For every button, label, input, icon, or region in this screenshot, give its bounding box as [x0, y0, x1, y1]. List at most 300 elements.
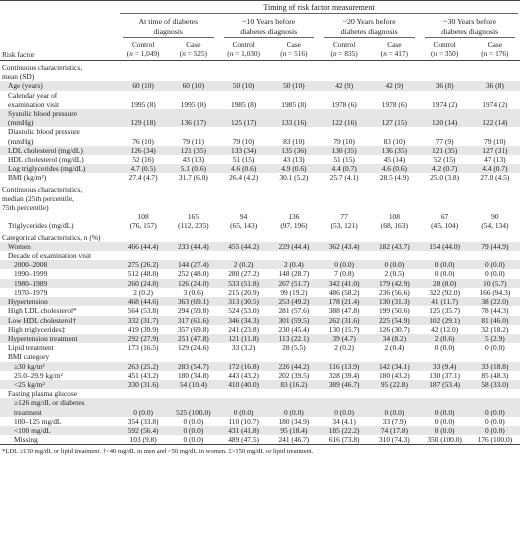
table-row [0, 242, 520, 251]
row-label-line: Missing [14, 435, 38, 445]
value-cell [168, 231, 218, 242]
group-header [123, 17, 214, 38]
value-text: 524 (53.0) [228, 306, 260, 316]
value-text: 27.0 (4.5) [480, 173, 510, 183]
value-text: 2 (0.5) [384, 269, 405, 279]
subcol-header: Control [131, 40, 155, 50]
value-cell [118, 231, 168, 242]
value-text: 120 (14) [432, 118, 458, 128]
value-cell [269, 81, 319, 90]
value-cell [369, 81, 419, 90]
value-text: 90 [491, 212, 499, 222]
value-cell [319, 297, 369, 306]
table-row [0, 389, 520, 398]
row-label [0, 155, 118, 164]
value-text: 27.4 (4.7) [128, 173, 158, 183]
value-text: 25.0 (3.8) [430, 173, 460, 183]
value-cell [269, 109, 319, 127]
value-cell [269, 334, 319, 343]
value-text: 280 (27.2) [228, 269, 260, 279]
value-cell [470, 343, 520, 352]
value-text: 0 (0.0) [183, 425, 204, 435]
value-text: 36 (8) [435, 81, 454, 91]
row-label [0, 334, 118, 343]
value-text: 50 (10) [232, 81, 255, 91]
value-cell [369, 362, 419, 371]
value-cell [420, 352, 470, 361]
group-header-line: diabetes diagnosis [441, 26, 499, 36]
value-text: 28.5 (4.9) [379, 173, 409, 183]
value-text: 60 (10) [132, 81, 154, 91]
value-text: 25.7 (4.1) [329, 173, 359, 183]
value-cell [319, 155, 369, 164]
table-row [0, 288, 520, 297]
value-cell [168, 212, 218, 230]
value-text: 225 (54.9) [378, 315, 410, 325]
value-text: 241 (23.8) [228, 324, 260, 334]
value-cell [369, 231, 419, 242]
value-text: 179 (42.9) [378, 278, 410, 288]
value-text: 357 (69.8) [177, 324, 209, 334]
value-cell [219, 279, 269, 288]
value-cell [420, 91, 470, 109]
value-cell [319, 146, 369, 155]
value-cell [269, 212, 319, 230]
value-text: 54 (10.4) [179, 379, 207, 389]
value-cell [219, 398, 269, 416]
value-text: 60 (10) [182, 81, 205, 91]
value-text: 301 (59.5) [278, 315, 310, 325]
value-text: 443 (43.2) [228, 370, 260, 380]
value-text: 486 (58.2) [328, 287, 360, 297]
value-cell [118, 325, 168, 334]
value-cell [168, 288, 218, 297]
value-text: 202 (39.5) [278, 370, 310, 380]
row-label [0, 81, 118, 90]
value-cell [269, 127, 319, 145]
value-cell [369, 260, 419, 269]
table-row [0, 109, 520, 127]
value-text: 47 (13) [484, 155, 506, 165]
value-text: 122 (16) [331, 118, 357, 128]
value-text: 76 (10) [132, 136, 154, 146]
value-text: 363 (69.1) [177, 297, 209, 307]
value-text: 42 (9) [335, 81, 354, 91]
value-cell [369, 389, 419, 398]
value-cell [420, 334, 470, 343]
value-cell [269, 343, 319, 352]
value-text: 229 (44.4) [278, 241, 310, 251]
value-cell [420, 242, 470, 251]
value-cell [420, 316, 470, 325]
value-text: 130 (31.3) [378, 297, 410, 307]
value-cell [168, 61, 218, 82]
value-cell [369, 352, 419, 361]
row-label [0, 279, 118, 288]
value-cell [118, 435, 168, 445]
value-cell [118, 334, 168, 343]
value-text: 33 (7.9) [382, 416, 407, 426]
value-cell [319, 212, 369, 230]
row-label-line: Log triglycerides (mg/dL) [8, 164, 86, 174]
value-text: 292 (27.9) [127, 333, 159, 343]
row-label [0, 109, 118, 127]
value-text: 125 (17) [231, 118, 257, 128]
value-cell [420, 251, 470, 260]
value-text: 0 (0.0) [183, 416, 204, 426]
value-cell [470, 251, 520, 260]
value-cell [319, 288, 369, 297]
value-cell [319, 334, 369, 343]
subcol-n: (n = 1,049) [118, 49, 168, 61]
value-text: 176 (100.0) [477, 435, 513, 445]
value-cell [118, 306, 168, 315]
value-cell [118, 297, 168, 306]
value-cell [319, 164, 369, 173]
value-text: 0 (0.0) [434, 425, 455, 435]
value-cell [269, 242, 319, 251]
value-text: 36 (8) [485, 81, 504, 91]
value-cell [369, 306, 419, 315]
value-cell [118, 362, 168, 371]
value-cell [168, 242, 218, 251]
timing-header: Timing of risk factor measurement [120, 3, 518, 14]
row-label [0, 371, 118, 380]
group-header [324, 17, 415, 38]
value-cell [319, 251, 369, 260]
value-text: 0 (0.0) [485, 343, 505, 353]
value-text: 77 (9) [435, 136, 454, 146]
value-cell [470, 173, 520, 182]
subcol-header: Control [332, 40, 356, 50]
value-cell [369, 155, 419, 164]
value-text: 126 (24.0) [177, 278, 209, 288]
table-row [0, 183, 520, 213]
value-cell [420, 183, 470, 213]
value-text: 564 (53.8) [127, 306, 159, 316]
group-header-line: diabetes diagnosis [240, 26, 298, 36]
value-cell [118, 380, 168, 389]
value-cell [420, 146, 470, 155]
subcol-header: Case [487, 40, 502, 50]
table-row [0, 155, 520, 164]
value-text: 79 (11) [182, 136, 205, 146]
value-cell [168, 260, 218, 269]
value-text: 77 [340, 212, 348, 222]
value-text: 4.6 (0.6) [231, 164, 257, 174]
value-cell [168, 269, 218, 278]
value-text: 129 (24.6) [177, 343, 209, 353]
value-cell [269, 435, 319, 445]
group-header-line: At time of diabetes [138, 17, 199, 27]
value-text: 332 (31.7) [127, 315, 159, 325]
table-row [0, 362, 520, 371]
value-text: 313 (30.5) [228, 297, 260, 307]
value-text: 67 [440, 212, 449, 222]
value-cell [420, 212, 470, 230]
value-cell [219, 343, 269, 352]
value-text: 178 (21.4) [328, 297, 360, 307]
value-cell [118, 343, 168, 352]
value-cell [470, 316, 520, 325]
value-text: 116 (13.9) [328, 361, 360, 371]
value-text: 94 [239, 212, 248, 222]
value-text: 0 (0.0) [485, 269, 505, 279]
row-label [0, 343, 118, 352]
value-cell [470, 334, 520, 343]
value-cell [420, 231, 470, 242]
value-text: 45 (14) [383, 155, 406, 165]
row-label-line: Continuous characteristics, [2, 184, 83, 194]
value-cell [420, 164, 470, 173]
value-text: 83 (10) [283, 136, 305, 146]
value-cell [269, 306, 319, 315]
value-text: 226 (44.2) [278, 361, 310, 371]
value-cell [319, 316, 369, 325]
value-cell [420, 288, 470, 297]
table-row [0, 417, 520, 426]
value-cell [118, 316, 168, 325]
value-text: 4.4 (0.7) [482, 164, 508, 174]
row-label [0, 212, 118, 230]
value-cell [269, 269, 319, 278]
value-cell [269, 288, 319, 297]
row-label-line: HDL cholesterol (mg/dL) [8, 155, 84, 165]
value-cell [269, 371, 319, 380]
row-label [0, 231, 118, 242]
value-text: 108 [388, 212, 400, 222]
value-text: 489 (47.5) [228, 435, 260, 445]
subcol-header: Case [286, 40, 301, 50]
value-cell [168, 334, 218, 343]
value-text: 136 (17) [180, 118, 206, 128]
value-text: 388 (47.8) [328, 306, 360, 316]
value-cell [319, 183, 369, 213]
table-row [0, 306, 520, 315]
value-text: 51 (15) [232, 155, 255, 165]
value-cell [168, 389, 218, 398]
value-cell [369, 417, 419, 426]
value-cell [420, 155, 470, 164]
value-text: 262 (31.6) [328, 315, 360, 325]
row-label-line: Triglycerides (mg/dL) [8, 221, 74, 231]
value-cell [168, 316, 218, 325]
value-cell [118, 212, 168, 230]
value-text: 50 (10) [283, 81, 305, 91]
row-label-line: 1980–1989 [14, 278, 48, 288]
value-cell [219, 334, 269, 343]
value-cell [118, 279, 168, 288]
subcol-n: (n = 350) [420, 49, 470, 61]
value-text: 263 (25.2) [127, 361, 159, 371]
value-text: 1978 (6) [381, 99, 407, 109]
table-row [0, 352, 520, 361]
value-text: 154 (44.0) [429, 241, 461, 251]
row-label [0, 61, 118, 82]
value-cell [168, 398, 218, 416]
row-label [0, 426, 118, 435]
value-cell [369, 127, 419, 145]
value-text: 4.9 (0.6) [281, 164, 307, 174]
value-cell [219, 435, 269, 445]
value-cell [168, 251, 218, 260]
value-cell [369, 343, 419, 352]
row-label-line: LDL cholesterol (mg/dL) [8, 145, 83, 155]
row-label-line: (mmHg) [8, 136, 34, 146]
value-cell [369, 109, 419, 127]
value-cell [168, 371, 218, 380]
value-cell [369, 212, 419, 230]
row-label-line: Lipid treatment [8, 343, 54, 353]
value-cell [269, 426, 319, 435]
value-range: (68, 163) [380, 221, 408, 231]
value-cell [219, 352, 269, 361]
row-label [0, 389, 118, 398]
value-cell [219, 417, 269, 426]
row-label-line: ≥126 mg/dL or diabetes [14, 398, 85, 408]
row-label [0, 251, 118, 260]
value-text: 95 (22.8) [380, 379, 408, 389]
table-row [0, 212, 520, 230]
value-text: 33 (18.8) [481, 361, 509, 371]
value-text: 43 (13) [182, 155, 205, 165]
row-label-line: treatment [14, 407, 42, 417]
value-cell [470, 109, 520, 127]
value-text: 74 (17.8) [380, 425, 408, 435]
value-text: 0 (0.0) [485, 407, 505, 417]
value-text: 129 (18) [130, 118, 156, 128]
value-cell [470, 183, 520, 213]
value-cell [369, 435, 419, 445]
value-text: 4.6 (0.6) [381, 164, 407, 174]
row-label-line: 1970–1979 [14, 287, 48, 297]
value-text: 5 (2.9) [485, 333, 505, 343]
row-label-line: Calendar year of [8, 90, 58, 100]
value-cell [219, 389, 269, 398]
value-cell [219, 426, 269, 435]
row-label-line: median (25th percentile, [2, 193, 75, 203]
table-row [0, 325, 520, 334]
value-cell [470, 164, 520, 173]
value-text: 133 (34) [231, 145, 257, 155]
value-text: 121 (35) [180, 145, 206, 155]
value-cell [470, 435, 520, 445]
value-text: 0 (0.0) [434, 260, 455, 270]
footnote: *LDL ≥130 mg/dL or lipid treatment. †<40 mg/dL in men and <50 mg/dL in women. ‡>150 mg/dL or lipid treatment. [2, 448, 314, 456]
value-cell [470, 362, 520, 371]
value-cell [420, 81, 470, 90]
value-text: 10 (5.7) [483, 278, 507, 288]
value-text: 1974 (2) [482, 99, 508, 109]
value-text: 81 (46.0) [481, 315, 509, 325]
row-label-line: (mmHg) [8, 118, 34, 128]
value-cell [219, 380, 269, 389]
value-cell [319, 242, 369, 251]
value-text: 41 (11.7) [431, 297, 459, 307]
value-text: 95 (18.4) [280, 425, 308, 435]
table-row [0, 269, 520, 278]
row-label [0, 325, 118, 334]
value-text: 113 (22.1) [278, 333, 310, 343]
value-cell [219, 251, 269, 260]
value-cell [168, 325, 218, 334]
value-text: 2 (0.6) [434, 333, 455, 343]
row-label-line: BMI category [8, 352, 50, 362]
table-row [0, 297, 520, 306]
value-text: 172 (16.8) [228, 361, 260, 371]
value-cell [168, 426, 218, 435]
row-label-line: Age (years) [8, 81, 43, 91]
row-label-line: 2000–2008 [14, 260, 48, 270]
value-text: 42 (9) [385, 81, 404, 91]
value-cell [319, 325, 369, 334]
value-cell [219, 288, 269, 297]
value-cell [470, 260, 520, 269]
value-text: 125 (35.7) [429, 306, 461, 316]
table-row [0, 398, 520, 416]
value-text: 455 (44.2) [228, 241, 260, 251]
value-cell [269, 173, 319, 182]
value-text: 130 (37.1) [429, 370, 461, 380]
value-text: 1974 (2) [432, 99, 458, 109]
value-text: 525 (100.0) [176, 407, 211, 417]
value-text: 260 (24.8) [127, 278, 159, 288]
table-row [0, 127, 520, 145]
value-text: 127 (31) [482, 145, 508, 155]
table-row [0, 173, 520, 182]
value-cell [319, 380, 369, 389]
value-cell [219, 164, 269, 173]
value-cell [420, 109, 470, 127]
value-cell [470, 81, 520, 90]
subcol-n: (n = 176) [470, 49, 520, 61]
value-cell [319, 91, 369, 109]
table-row [0, 260, 520, 269]
value-text: 230 (45.4) [278, 324, 310, 334]
row-label [0, 164, 118, 173]
value-text: 185 (22.2) [328, 425, 360, 435]
value-text: 0 (0.0) [434, 269, 455, 279]
table-row [0, 426, 520, 435]
value-text: 58 (33.0) [481, 379, 509, 389]
table-row [0, 334, 520, 343]
value-cell [118, 81, 168, 90]
value-cell [369, 61, 419, 82]
row-label-line: 1990–1999 [14, 269, 48, 279]
value-cell [269, 279, 319, 288]
value-text: 5.1 (0.6) [180, 164, 206, 174]
value-text: 126 (30.7) [378, 324, 410, 334]
row-label [0, 398, 118, 416]
value-cell [319, 231, 369, 242]
value-text: 2 (0.4) [284, 260, 304, 270]
value-cell [420, 380, 470, 389]
value-text: 180 (43.2) [378, 370, 410, 380]
value-cell [219, 325, 269, 334]
row-label-line: Continuous characteristics, [2, 63, 83, 73]
value-cell [219, 173, 269, 182]
value-text: 182 (43.7) [378, 241, 410, 251]
value-text: 0 (0.0) [183, 435, 204, 445]
value-text: 79 (44.9) [481, 241, 509, 251]
table-row [0, 343, 520, 352]
value-text: 28 (8.0) [432, 278, 457, 288]
value-cell [118, 146, 168, 155]
value-cell [118, 183, 168, 213]
table-row [0, 146, 520, 155]
value-text: 362 (43.4) [328, 241, 360, 251]
table-row [0, 81, 520, 90]
